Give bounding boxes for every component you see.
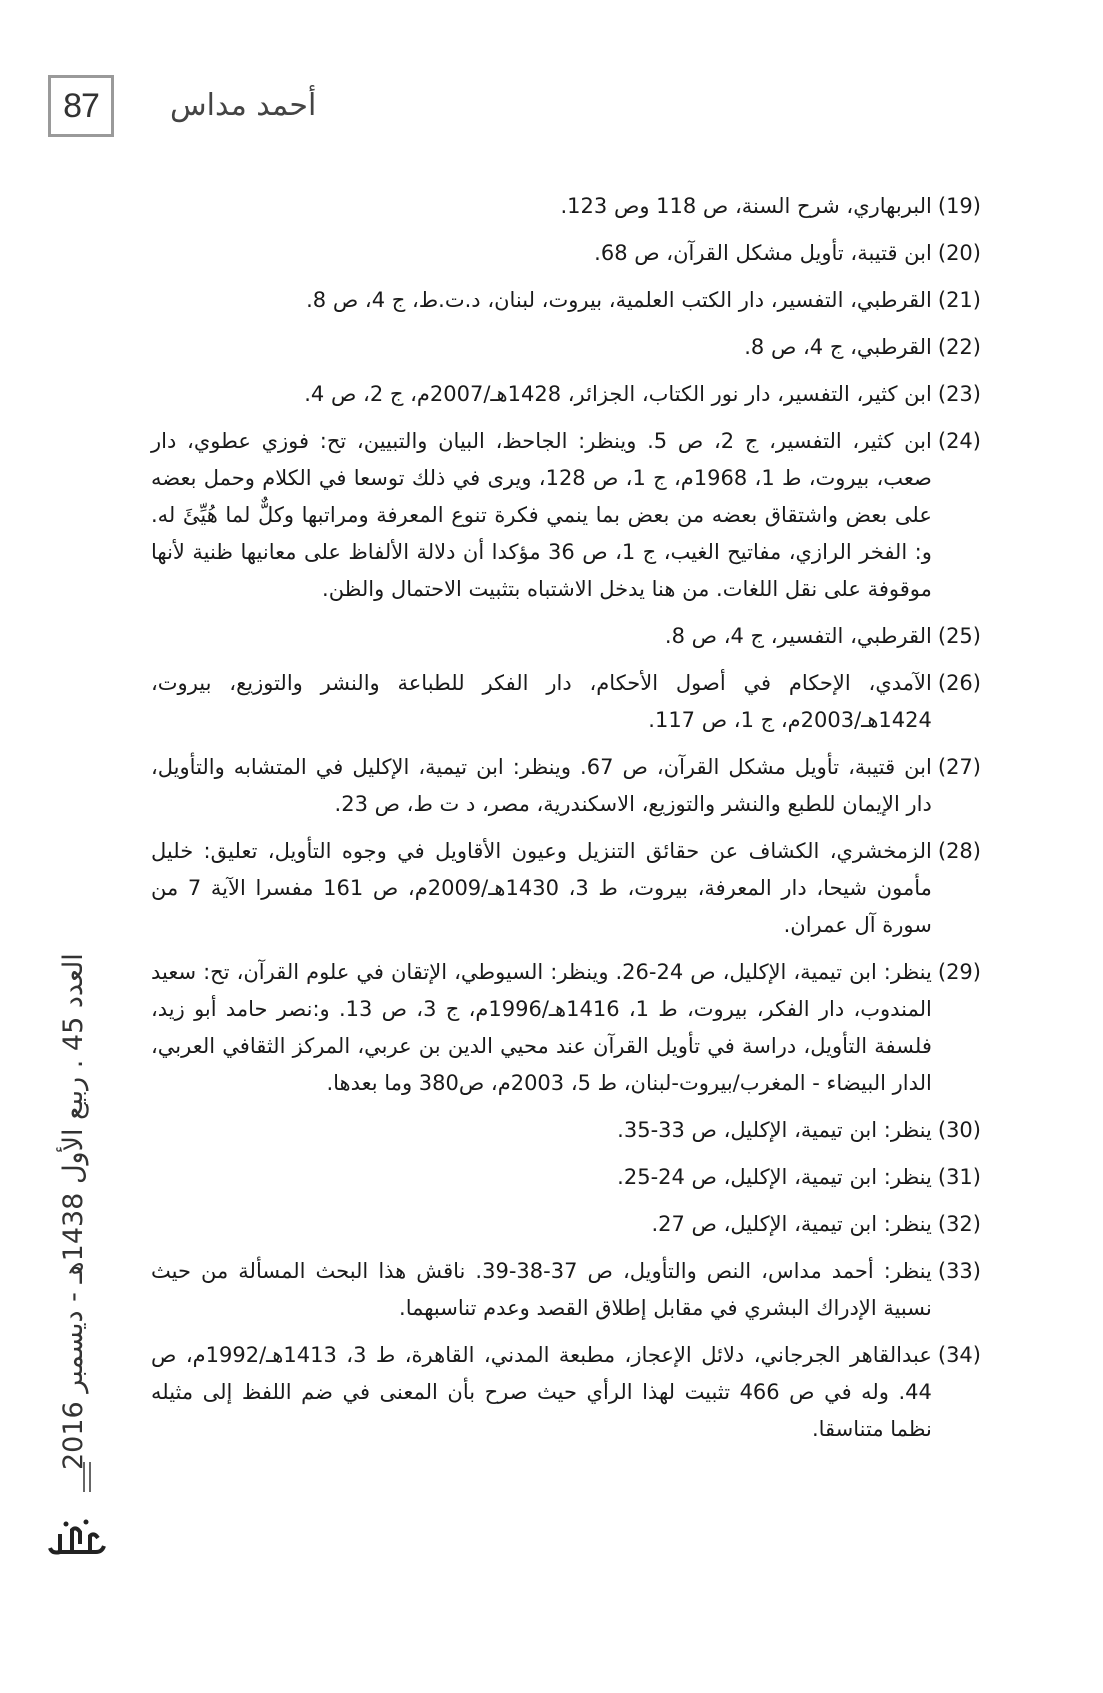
footnote-text: ابن قتيبة، تأويل مشكل القرآن، ص 67. وينظر: ابن تيمية، الإكليل في المتشابه والتأويل، دار الإيمان للطبع والنشر والتوزيع، الاسكندرية، مصر، د ت ط، ص 23. — [151, 755, 932, 816]
footnote-number: (34) — [937, 1343, 981, 1367]
footnote-item — [151, 833, 981, 944]
footnote-number: (25) — [937, 624, 981, 648]
footnote-text: ينظر: ابن تيمية، الإكليل، ص 33-35. — [617, 1118, 932, 1142]
footnote-text: ينظر: ابن تيمية، الإكليل، ص 27. — [651, 1212, 932, 1236]
footnote-item — [151, 329, 981, 366]
footnote-item — [151, 618, 981, 655]
footnote-text: القرطبي، ج 4، ص 8. — [744, 335, 932, 359]
footnote-number: (21) — [937, 288, 981, 312]
footnote-number: (23) — [937, 382, 981, 406]
footnote-item — [151, 1159, 981, 1196]
footnote-item — [151, 282, 981, 319]
footnote-item — [151, 1253, 981, 1327]
footnote-number: (19) — [937, 194, 981, 218]
footnotes-list — [151, 188, 981, 1458]
footnote-text: القرطبي، التفسير، دار الكتب العلمية، بيروت، لبنان، د.ت.ط، ج 4، ص 8. — [306, 288, 932, 312]
issue-info: العدد 45 . ربيع الأول 1438هـ - ديسمبر 2016 — [58, 953, 89, 1470]
footnote-number: (30) — [937, 1118, 981, 1142]
footnote-text: ينظر: ابن تيمية، الإكليل، ص 24-26. وينظر: السيوطي، الإتقان في علوم القرآن، تح: سعيد المندوب، دار الفكر، بيروت، ط 1، 1416هـ/1996م، ج 3، ص 13. و:نصر حامد أبو زيد، فلسفة التأويل، دراسة في تأويل القرآن عند محيي الدين بن عربي، المركز الثقافي العربي، الدار البيضاء - المغرب/بيروت-لبنان، ط 5، 2003م، ص380 وما بعدها. — [151, 960, 932, 1095]
footnote-text: ابن قتيبة، تأويل مشكل القرآن، ص 68. — [594, 241, 932, 265]
footnote-item — [151, 1206, 981, 1243]
footnote-number: (31) — [937, 1165, 981, 1189]
footnote-item — [151, 749, 981, 823]
footnote-number: (32) — [937, 1212, 981, 1236]
side-divider — [83, 1462, 91, 1492]
footnote-item — [151, 423, 981, 608]
footnote-number: (33) — [937, 1259, 981, 1283]
journal-logo — [46, 1510, 108, 1560]
footnote-item — [151, 954, 981, 1102]
footnote-item — [151, 1337, 981, 1448]
footnote-text: ابن كثير، التفسير، دار نور الكتاب، الجزائر، 1428هـ/2007م، ج 2، ص 4. — [304, 382, 932, 406]
footnote-item — [151, 188, 981, 225]
footnote-text: الآمدي، الإحكام في أصول الأحكام، دار الفكر للطباعة والنشر والتوزيع، بيروت، 1424هـ/2003م، ج 1، ص 117. — [151, 671, 932, 732]
footnote-text: الزمخشري، الكشاف عن حقائق التنزيل وعيون الأقاويل في وجوه التأويل، تعليق: خليل مأمون شيحا، دار المعرفة، بيروت، ط 3، 1430هـ/2009م، ص 161 مفسرا الآية 7 من سورة آل عمران. — [151, 839, 932, 937]
footnote-number: (20) — [937, 241, 981, 265]
running-header-author: أحمد مداس — [170, 88, 317, 123]
footnote-item — [151, 1112, 981, 1149]
footnote-text: ابن كثير، التفسير، ج 2، ص 5. وينظر: الجاحظ، البيان والتبيين، تح: فوزي عطوي، دار صعب، بيروت، ط 1، 1968م، ج 1، ص 128، ويرى في ذلك توسعا في الكلام وحمل بعضه على بعض واشتقاق بعضه من بعض بما ينمي فكرة تنوع المعرفة ومراتبها وكلٌّ لما هُيِّئَ له. و: الفخر الرازي، مفاتيح الغيب، ج 1، ص 36 مؤكدا أن دلالة الألفاظ على معانيها ظنية لأنها موقوفة على نقل اللغات. من هنا يدخل الاشتباه بتثبيت الاحتمال والظن. — [151, 429, 932, 601]
footnote-text: البربهاري، شرح السنة، ص 118 وص 123. — [560, 194, 932, 218]
footnote-text: ينظر: ابن تيمية، الإكليل، ص 24-25. — [617, 1165, 932, 1189]
footnote-item — [151, 376, 981, 413]
footnote-item — [151, 235, 981, 272]
footnote-number: (22) — [937, 335, 981, 359]
footnote-number: (27) — [937, 755, 981, 779]
footnote-text: عبدالقاهر الجرجاني، دلائل الإعجاز، مطبعة المدني، القاهرة، ط 3، 1413هـ/1992م، ص 44. وله في ص 466 تثبيت لهذا الرأي حيث صرح بأن المعنى في ضم اللفظ إلى مثيله نظما متناسقا. — [151, 1343, 932, 1441]
footnote-number: (24) — [937, 429, 981, 453]
footnote-number: (26) — [937, 671, 981, 695]
footnote-text: ينظر: أحمد مداس، النص والتأويل، ص 37-38-39. ناقش هذا البحث المسألة من حيث نسبية الإدراك البشري في مقابل إطلاق القصد وعدم تناسبهما. — [151, 1259, 932, 1320]
footnote-text: القرطبي، التفسير، ج 4، ص 8. — [664, 624, 932, 648]
footnote-number: (29) — [937, 960, 981, 984]
page-number: 87 — [48, 75, 114, 137]
footnote-item — [151, 665, 981, 739]
footnote-number: (28) — [937, 839, 981, 863]
